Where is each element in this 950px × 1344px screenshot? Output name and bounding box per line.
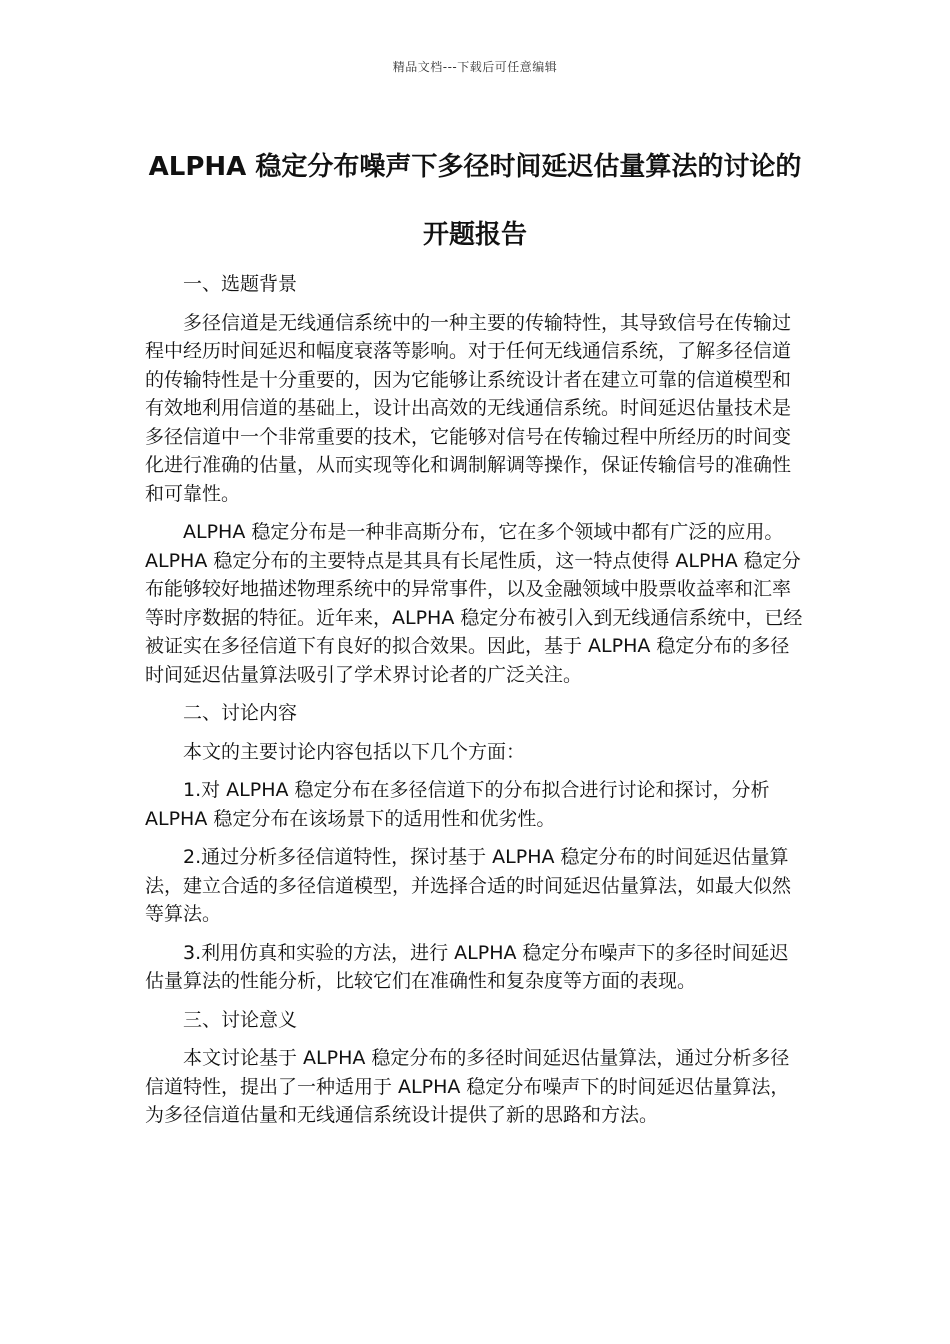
list-item-content-2: 2.通过分析多径信道特性，探讨基于 ALPHA 稳定分布的时间延迟估量算法，建立合适的多径信道模型，并选择合适的时间延迟估量算法，如最大似然等算法。 bbox=[145, 846, 792, 925]
section-heading-content: 二、讨论内容 bbox=[183, 702, 298, 724]
section-heading-significance: 三、讨论意义 bbox=[183, 1008, 298, 1031]
paragraph-significance-1: 本文讨论基于 ALPHA 稳定分布的多径时间延迟估量算法，通过分析多径信道特性，提出了一种适用于 ALPHA 稳定分布噪声下的时间延迟估量算法，为多径信道估量和无线通信系统设计提供了新的思路和方法。 bbox=[145, 1047, 790, 1126]
document-title: ALPHA 稳定分布噪声下多径时间延迟估量算法的讨论的开题报告 bbox=[148, 152, 802, 250]
document-body bbox=[145, 270, 805, 1140]
section-heading-background: 一、选题背景 bbox=[183, 273, 298, 295]
list-item-content-1: 1.对 ALPHA 稳定分布在多径信道下的分布拟合进行讨论和探讨，分析 ALPHA 稳定分布在该场景下的适用性和优劣性。 bbox=[145, 779, 770, 830]
list-item-content-3: 3.利用仿真和实验的方法，进行 ALPHA 稳定分布噪声下的多径时间延迟估量算法的性能分析，比较它们在准确性和复杂度等方面的表现。 bbox=[145, 941, 789, 992]
paragraph-content-intro: 本文的主要讨论内容包括以下几个方面： bbox=[183, 740, 526, 763]
header-note: 精品文档---下载后可任意编辑 bbox=[392, 60, 558, 74]
paragraph-background-1: 多径信道是无线通信系统中的一种主要的传输特性，其导致信号在传输过程中经历时间延迟和幅度衰落等影响。对于任何无线通信系统，了解多径信道的传输特性是十分重要的，因为它能够让系统设计者在建立可靠的信道模型和有效地利用信道的基础上，设计出高效的无线通信系统。时间延迟估量技术是多径信道中一个非常重要的技术，它能够对信号在传输过程中所经历的时间变化进行准确的估量，从而实现等化和调制解调等操作，保证传输信号的准确性和可靠性。 bbox=[145, 311, 792, 505]
paragraph-background-2: ALPHA 稳定分布是一种非高斯分布，它在多个领域中都有广泛的应用。ALPHA 稳定分布的主要特点是其具有长尾性质，这一特点使得 ALPHA 稳定分布能够较好地描述物理系统中的异常事件，以及金融领域中股票收益率和汇率等时序数据的特征。近年来，ALPHA 稳定分布被引入到无线通信系统中，已经被证实在多径信道下有良好的拟合效果。因此，基于 ALPHA 稳定分布的多径时间延迟估量算法吸引了学术界讨论者的广泛关注。 bbox=[145, 521, 803, 686]
